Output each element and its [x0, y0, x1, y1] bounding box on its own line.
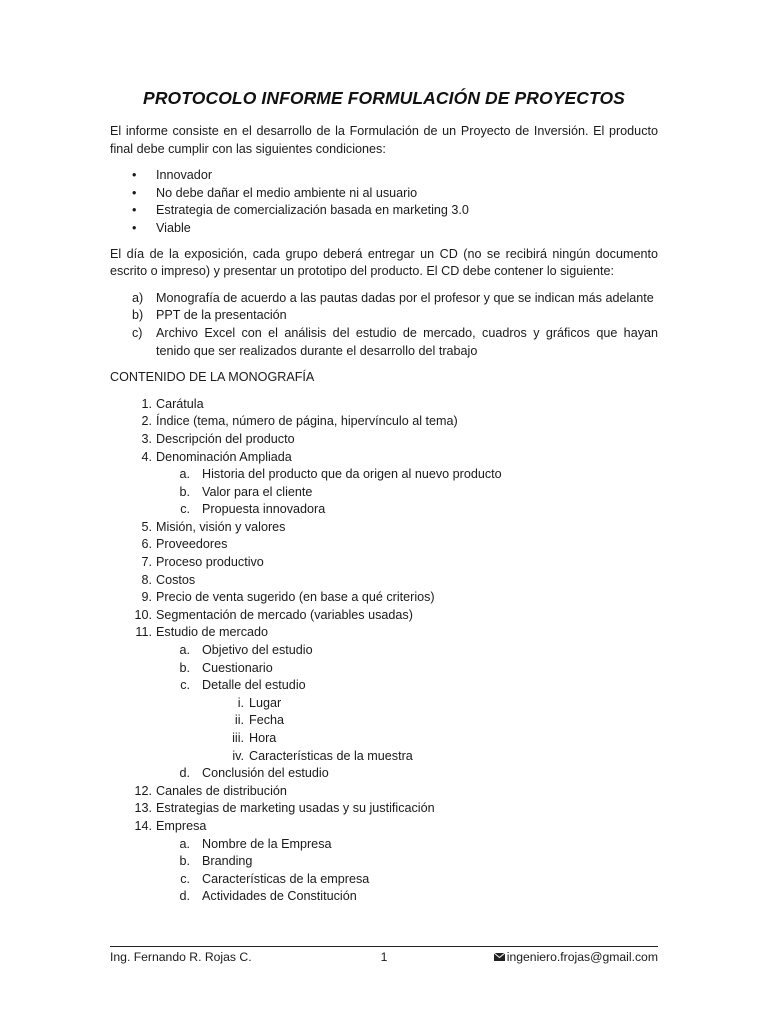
document-title: PROTOCOLO INFORME FORMULACIÓN DE PROYECTOS — [143, 88, 625, 108]
outline-marker: iii. — [232, 731, 244, 745]
contents-outline — [110, 396, 658, 906]
outline-text: Proceso productivo — [156, 555, 264, 570]
outline-marker: 7. — [141, 555, 152, 570]
page-number: 1 — [380, 950, 388, 964]
outline-text: Costos — [156, 572, 196, 587]
outline-item — [110, 413, 658, 431]
bullet-icon: • — [132, 168, 137, 183]
outline-marker: a. — [179, 643, 190, 658]
outline-item — [110, 624, 658, 642]
outline-marker: ii. — [234, 713, 244, 728]
outline-item — [110, 765, 658, 783]
outline-marker: b. — [179, 854, 190, 869]
condition-text: Viable — [156, 220, 191, 235]
list-marker: b) — [132, 308, 144, 323]
outline-item — [110, 730, 658, 748]
list-item — [110, 185, 658, 203]
outline-marker: a. — [179, 836, 190, 851]
outline-text: Historia del producto que da origen al nuevo producto — [202, 467, 502, 482]
outline-marker: 3. — [141, 431, 152, 446]
outline-marker: d. — [179, 889, 190, 904]
outline-item — [110, 554, 658, 572]
list-text: Archivo Excel con el análisis del estudio de mercado, cuadros y gráficos que hayan tenido que ser realizados durante el desarrollo del trabajo — [156, 325, 658, 358]
conditions-list — [110, 167, 658, 237]
outline-text: Carátula — [156, 396, 204, 411]
outline-text: Empresa — [156, 818, 207, 833]
outline-marker: 5. — [141, 519, 152, 534]
outline-item — [110, 712, 658, 730]
outline-item — [110, 431, 658, 449]
outline-item — [110, 536, 658, 554]
outline-text: Segmentación de mercado (variables usadas) — [156, 607, 413, 622]
outline-item — [110, 642, 658, 660]
outline-marker: b. — [179, 484, 190, 499]
outline-text: Branding — [202, 854, 253, 869]
outline-item — [110, 677, 658, 695]
envelope-icon — [494, 953, 505, 961]
footer-email: ingeniero.frojas@gmail.com — [506, 950, 658, 964]
list-text: Monografía de acuerdo a las pautas dadas por el profesor y que se indican más adelante — [156, 290, 654, 305]
outline-text: Fecha — [249, 713, 285, 728]
outline-text: Objetivo del estudio — [202, 643, 313, 658]
outline-marker: c. — [180, 502, 190, 517]
outline-item — [110, 748, 658, 766]
list-marker: a) — [132, 290, 144, 305]
intro-paragraph: El informe consiste en el desarrollo de la Formulación de un Proyecto de Inversión. El producto final debe cumplir con las siguientes condiciones: — [110, 124, 658, 156]
list-item — [110, 290, 658, 308]
outline-marker: i. — [237, 695, 244, 710]
outline-item — [110, 888, 658, 906]
list-text: PPT de la presentación — [156, 308, 287, 323]
outline-item — [110, 836, 658, 854]
outline-marker: 13. — [134, 801, 152, 816]
outline-marker: iv. — [232, 748, 244, 763]
condition-text: No debe dañar el medio ambiente ni al usuario — [156, 185, 418, 200]
outline-marker: a. — [179, 467, 190, 482]
outline-text: Detalle del estudio — [202, 678, 306, 693]
outline-text: Características de la empresa — [202, 871, 370, 886]
page-footer — [110, 946, 658, 968]
outline-text: Conclusión del estudio — [202, 766, 329, 781]
outline-text: Características de la muestra — [249, 748, 413, 763]
list-item — [110, 167, 658, 185]
outline-marker: 10. — [134, 607, 152, 622]
outline-item — [110, 589, 658, 607]
outline-marker: 8. — [141, 572, 152, 587]
outline-text: Lugar — [249, 695, 282, 710]
list-item — [110, 220, 658, 238]
outline-text: Canales de distribución — [156, 783, 287, 798]
bullet-icon: • — [132, 185, 137, 200]
outline-marker: 6. — [141, 537, 152, 552]
cd-contents-list — [110, 290, 658, 360]
outline-marker: 1. — [141, 396, 152, 411]
outline-item — [110, 783, 658, 801]
section-heading: CONTENIDO DE LA MONOGRAFÍA — [110, 370, 315, 385]
list-item — [110, 325, 658, 360]
outline-item — [110, 396, 658, 414]
outline-marker: 12. — [134, 783, 152, 798]
outline-text: Actividades de Constitución — [202, 889, 357, 904]
outline-text: Nombre de la Empresa — [202, 836, 332, 851]
condition-text: Innovador — [156, 168, 213, 183]
outline-item — [110, 484, 658, 502]
outline-text: Estrategias de marketing usadas y su justificación — [156, 801, 435, 816]
outline-text: Precio de venta sugerido (en base a qué criterios) — [156, 590, 435, 605]
outline-text: Denominación Ampliada — [156, 449, 292, 464]
footer-author: Ing. Fernando R. Rojas C. — [110, 950, 252, 964]
outline-text: Valor para el cliente — [202, 484, 313, 499]
outline-item — [110, 501, 658, 519]
outline-marker: 11. — [135, 625, 152, 640]
outline-text: Misión, visión y valores — [156, 519, 286, 534]
outline-marker: 4. — [141, 449, 152, 464]
outline-item — [110, 871, 658, 889]
condition-text: Estrategia de comercialización basada en marketing 3.0 — [156, 203, 469, 218]
outline-item — [110, 853, 658, 871]
bullet-icon: • — [132, 220, 137, 235]
list-marker: c) — [132, 325, 143, 340]
outline-item — [110, 449, 658, 467]
outline-item — [110, 800, 658, 818]
outline-marker: c. — [180, 678, 190, 693]
outline-marker: b. — [179, 660, 190, 675]
exposition-paragraph: El día de la exposición, cada grupo deberá entregar un CD (no se recibirá ningún documento escrito o impreso) y presentar un prototipo del producto. El CD debe contener lo siguiente: — [110, 246, 658, 279]
outline-text: Índice (tema, número de página, hipervínculo al tema) — [156, 414, 458, 429]
outline-marker: d. — [179, 766, 190, 781]
outline-item — [110, 466, 658, 484]
outline-item — [110, 695, 658, 713]
outline-text: Descripción del producto — [156, 431, 295, 446]
bullet-icon: • — [132, 203, 137, 218]
footer-email-block — [494, 950, 658, 964]
outline-item — [110, 660, 658, 678]
outline-text: Proveedores — [156, 537, 228, 552]
outline-item — [110, 818, 658, 836]
outline-marker: c. — [180, 871, 190, 886]
outline-text: Estudio de mercado — [156, 625, 269, 640]
list-item — [110, 307, 658, 325]
outline-text: Hora — [249, 731, 277, 745]
outline-item — [110, 519, 658, 537]
outline-marker: 2. — [141, 414, 152, 429]
outline-item — [110, 572, 658, 590]
outline-item — [110, 607, 658, 625]
list-item — [110, 202, 658, 220]
document-body — [110, 88, 658, 906]
outline-marker: 14. — [134, 818, 152, 833]
outline-marker: 9. — [141, 590, 152, 605]
outline-text: Cuestionario — [202, 660, 273, 675]
outline-text: Propuesta innovadora — [202, 502, 326, 517]
